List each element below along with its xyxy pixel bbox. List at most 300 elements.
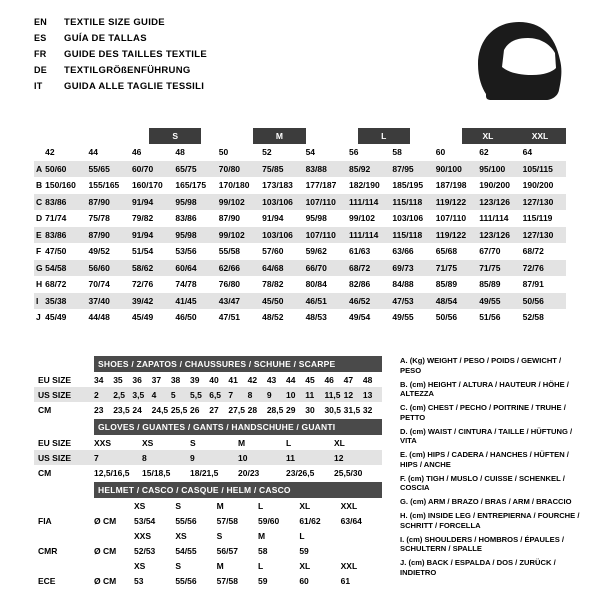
row-label: EU SIZE [38,437,72,448]
cell: 69/73 [392,262,414,273]
table-row [34,210,566,227]
cell: 23,5 [113,404,130,415]
cell: 38 [170,374,181,385]
cell: 61/62 [299,515,321,526]
cell: 165/175 [175,180,207,191]
cell: 91/94 [131,229,154,240]
header-lang: EN [34,17,48,27]
cell: 12,5/16,5 [94,467,130,478]
cell: 99/102 [218,196,245,207]
cell: 91/94 [131,196,154,207]
shoes-title-bar [34,356,382,372]
cell: 55/56 [175,515,197,526]
cell: 87/95 [392,163,414,174]
header-row [34,80,207,93]
cell: 91/94 [262,213,284,224]
cell: 115/118 [392,196,423,207]
cell: 30,5 [324,404,341,415]
cell: 10 [286,389,296,400]
cell: 170/180 [218,180,250,191]
header-row [34,48,207,61]
cell: 27,5 [228,404,245,415]
cell: 46/51 [305,295,327,306]
cell: 45 [305,374,315,385]
cell: 50/56 [435,312,458,323]
cell: 34 [94,374,104,385]
cell: 12 [343,389,354,400]
cell: 56/57 [216,545,238,556]
row-label: US SIZE [38,452,72,463]
header-text: GUIDE DES TAILLES TEXTILE [64,49,207,60]
cell: 185/195 [392,180,424,191]
header: S [216,530,223,541]
gloves-us-row [34,450,382,465]
cell: 75/78 [88,213,110,224]
cell: XS [142,437,154,448]
row-label: CMR [38,545,58,556]
cell: 60/64 [175,262,197,273]
cell: 57/58 [216,515,238,526]
cell: 53/54 [134,515,156,526]
cell: 65/68 [435,246,458,257]
numeric-size-50: 50 [218,147,229,158]
cell: 26 [190,404,200,415]
cell: 105/115 [522,163,553,174]
cell: 40 [209,374,219,385]
table-row [34,227,566,244]
shoes-cm-row [34,402,382,417]
legend-item: C. (cm) CHEST / PECHO / POITRINE / TRUHE / PETTO [400,403,566,422]
cell: 48/54 [435,295,458,306]
cell: 53 [134,575,144,586]
cell: 55/58 [218,246,241,257]
cell: 25,5 [170,404,188,415]
cell: 54/55 [175,545,197,556]
header-lang: FR [34,49,47,59]
cell: 49/55 [479,295,501,306]
cell: 8 [247,389,253,400]
row-letter: C [36,196,43,207]
cell: 57/58 [216,575,238,586]
cell: 10 [238,452,248,463]
cell: 95/100 [479,163,506,174]
cell: 2,5 [113,389,126,400]
cell: 72/76 [522,262,544,273]
header-row [34,64,207,77]
header: M [257,530,266,541]
cell: 79/82 [131,213,154,224]
cell: 45/49 [45,312,67,323]
cell: 52/58 [522,312,544,323]
gloves-title: GLOVES / GUANTES / GANTS / HANDSCHUHE / GUANTI [94,419,382,435]
cell: 46/50 [175,312,197,323]
numeric-size-56: 56 [348,147,359,158]
cell: 48/53 [305,312,327,323]
cell: 49/52 [88,246,110,257]
header-text: GUIDA ALLE TAGLIE TESSILI [64,81,205,92]
cell: 99/102 [348,213,375,224]
cell: 127/130 [522,229,554,240]
cell: 115/119 [522,213,553,224]
cell: 83/88 [305,163,327,174]
header: XXS [134,530,152,541]
numeric-size-46: 46 [131,147,142,158]
cell: 182/190 [348,180,380,191]
shoes-title: SHOES / ZAPATOS / CHAUSSURES / SCHUHE / SCARPE [94,356,382,372]
header-text: TEXTILE SIZE GUIDE [64,17,165,28]
size-band-xxl: XXL [514,128,566,144]
row-letter: E [36,229,42,240]
cell: 47/51 [218,312,241,323]
cell: 119/122 [435,229,467,240]
row-label: US SIZE [38,389,72,400]
cell: 87/90 [88,229,110,240]
cell: 95/98 [305,213,327,224]
cell: 72/76 [131,279,154,290]
cell: 47/53 [392,295,414,306]
legend-item: B. (cm) HEIGHT / ALTURA / HAUTEUR / HÖHE / ALTEZZA [400,379,569,398]
cell: 29 [286,404,296,415]
legend-item: D. (cm) WAIST / CINTURA / TAILLE / HÜFTUNG / VITA [400,426,573,445]
gloves-cm-row [34,465,382,480]
header: S [175,500,181,511]
shoes-eu-row [34,372,382,387]
cell: 25,5/30 [334,467,363,478]
row-label: CM [38,404,52,415]
cell: S [190,437,196,448]
measurement-legend [400,356,580,582]
header: XL [299,560,311,571]
cell: XL [334,437,345,448]
cell: 18/21,5 [190,467,219,478]
cell: 48 [362,374,373,385]
cell: 53/56 [175,246,197,257]
cell: 75/85 [262,163,284,174]
cell: 74/78 [175,279,197,290]
cell: 111/114 [348,229,379,240]
cell: 127/130 [522,196,554,207]
header: XXL [340,500,358,511]
cell: 3,5 [132,389,145,400]
row-letter: F [36,246,42,257]
cell: 59/62 [305,246,327,257]
cell: 41 [228,374,238,385]
size-letter-band [34,128,566,144]
cell: 115/118 [392,229,423,240]
numeric-size-58: 58 [392,147,402,158]
table-row [34,309,566,326]
header: XS [134,500,146,511]
numeric-size-48: 48 [175,147,185,158]
cell: 95/98 [175,196,197,207]
cell: 7 [228,389,234,400]
cell: 50/56 [522,295,544,306]
header: L [257,500,264,511]
cell: 23 [94,404,104,415]
numeric-size-60: 60 [435,147,446,158]
cell: 8 [142,452,147,463]
legend-item: A. (Kg) WEIGHT / PESO / POIDS / GEWICHT / PESO [400,356,562,375]
cell: 111/114 [479,213,509,224]
cell: 51/56 [479,312,501,323]
cell: 9 [266,389,272,400]
cell: 60/70 [131,163,154,174]
row-letter: I [36,295,39,306]
header-text: TEXTILGRÖßENFÜHRUNG [64,65,191,76]
cell: 160/170 [131,180,163,191]
header: M [216,560,224,571]
cell: 44 [286,374,296,385]
size-band-xl: XL [462,128,514,144]
cell: 5 [170,389,176,400]
cell: 51/54 [131,246,154,257]
size-band-l: L [358,128,410,144]
numeric-size-62: 62 [479,147,489,158]
cell: 27 [209,404,219,415]
cell: 43/47 [218,295,241,306]
cell: 11,5 [324,389,341,400]
cell: 37/40 [88,295,110,306]
cell: 24,5 [151,404,169,415]
cell: 65/75 [175,163,197,174]
cell: 23/26,5 [286,467,315,478]
table-row [34,243,566,260]
legend-item: F. (cm) TIGH / MUSLO / CUISSE / SCHENKEL / COSCIA [400,473,565,492]
helmet-title: HELMET / CASCO / CASQUE / HELM / CASCO [94,482,382,498]
cell: XXS [94,437,112,448]
cell: 42 [247,374,258,385]
cell: 59 [299,545,309,556]
size-band-blank [45,128,149,144]
cell: 87/90 [88,196,110,207]
cell: 177/187 [305,180,337,191]
cell: 6,5 [209,389,222,400]
cell: 4 [151,389,157,400]
cell: 76/80 [218,279,241,290]
cell: 44/48 [88,312,110,323]
cell: 150/160 [45,180,76,191]
header: XS [134,560,146,571]
shoes-us-row [34,387,382,402]
cell: 68/72 [522,246,544,257]
cell: 119/122 [435,196,467,207]
helmet-fia-headers [34,498,382,513]
cell: 103/106 [392,213,424,224]
cell: 49/55 [392,312,414,323]
cell: 107/110 [305,196,336,207]
row-letter: A [36,163,43,174]
helmet-cmr-row [34,543,382,558]
cell: 5,5 [190,389,202,400]
row-label: FIA [38,515,52,526]
row-letter: B [36,180,43,191]
table-row [34,293,566,310]
table-row [34,194,566,211]
legend-item: G. (cm) ARM / BRAZO / BRAS / ARM / BRACCIO [400,497,572,506]
cell: 83/86 [45,196,67,207]
header-lang: ES [34,33,47,43]
cell: 155/165 [88,180,120,191]
legend-item: J. (cm) BACK / ESPALDA / DOS / ZURÜCK / INDIETRO [400,558,556,577]
gloves-title-bar [34,419,382,435]
cell: 35/38 [45,295,67,306]
numeric-size-row [34,144,566,161]
cell: 71/75 [479,262,501,273]
cell: 12 [334,452,344,463]
cell: 190/200 [479,180,510,191]
cell: 13 [362,389,373,400]
legend-item: H. (cm) INSIDE LEG / ENTREPIERNA / FOURCHE / SCHRITT / FORCELLA [400,511,580,530]
cell: 68/72 [45,279,67,290]
helmet-ece-headers [34,558,382,573]
cell: 45/50 [262,295,284,306]
cell: 103/106 [262,229,293,240]
cell: 59/60 [257,515,280,526]
numeric-size-44: 44 [88,147,99,158]
cell: 70/80 [218,163,241,174]
cell: 11 [286,452,295,463]
cell: 58 [257,545,268,556]
cell: 35 [113,374,123,385]
cell: 78/82 [262,279,284,290]
header: XXL [340,560,358,571]
cell: 2 [94,389,99,400]
cell: 99/102 [218,229,245,240]
cell: 41/45 [175,295,197,306]
header: XL [299,500,311,511]
helmet-ece-row [34,573,382,588]
numeric-size-54: 54 [305,147,316,158]
table-row [34,276,566,293]
cell: 55/65 [88,163,110,174]
header-text: GUÍA DE TALLAS [64,33,147,44]
cell: 50/60 [45,163,67,174]
cell: 30 [305,404,315,415]
cell: 71/75 [435,262,458,273]
cell: 45/49 [131,312,154,323]
row-unit: Ø CM [94,515,117,526]
cell: 31,5 [343,404,361,415]
row-letter: J [36,312,41,323]
cell: 90/100 [435,163,462,174]
cell: 95/98 [175,229,197,240]
cell: 190/200 [522,180,554,191]
cell: 7 [94,452,99,463]
numeric-size-64: 64 [522,147,533,158]
cell: 63/66 [392,246,414,257]
cell: 28,5 [266,404,284,415]
cell: 173/183 [262,180,293,191]
row-unit: Ø CM [94,575,117,586]
cell: 63/64 [340,515,362,526]
cell: 15/18,5 [142,467,171,478]
cell: 83/86 [45,229,67,240]
cell: 85/89 [479,279,501,290]
cell: 48/52 [262,312,284,323]
cell: 187/198 [435,180,467,191]
numeric-size-52: 52 [262,147,272,158]
legend-item: I. (cm) SHOULDERS / HOMBROS / ÉPAULES / SCHULTERN / SPALLE [400,534,564,553]
helmet-fia-row [34,513,382,528]
row-unit: Ø CM [94,545,117,556]
numeric-size-42: 42 [45,147,55,158]
cell: 67/70 [479,246,501,257]
row-label: EU SIZE [38,374,72,385]
cell: 55/56 [175,575,197,586]
cell: M [238,437,246,448]
cell: 59 [257,575,268,586]
cell: 46/52 [348,295,371,306]
cell: 60 [299,575,309,586]
cell: 47 [343,374,354,385]
cell: 39/42 [131,295,154,306]
cell: 80/84 [305,279,327,290]
row-label: ECE [38,575,56,586]
cell: 68/72 [348,262,371,273]
cell: 111/114 [348,196,379,207]
cell: 82/86 [348,279,371,290]
cell: L [286,437,292,448]
cell: 87/91 [522,279,544,290]
cell: 28 [247,404,258,415]
cell: 43 [266,374,277,385]
cell: 61/63 [348,246,371,257]
legend-item: E. (cm) HIPS / CADERA / HANCHES / HÜFTEN / HIPS / ANCHE [400,450,569,469]
lower-tables [34,356,382,588]
cell: 24 [132,404,142,415]
cell: 61 [340,575,351,586]
header [34,16,207,96]
table-row [34,161,566,178]
cell: 39 [190,374,200,385]
helmet-icon [474,20,564,102]
header-row [34,16,207,29]
cell: 83/86 [175,213,197,224]
cell: 107/110 [305,229,336,240]
cell: 32 [362,404,373,415]
helmet-cmr-headers [34,528,382,543]
header-row [34,32,207,45]
row-label: CM [38,467,52,478]
cell: 70/74 [88,279,110,290]
row-letter: G [36,262,43,273]
table-row [34,177,566,194]
cell: 87/90 [218,213,241,224]
cell: 49/54 [348,312,371,323]
row-letter: H [36,279,43,290]
cell: 85/92 [348,163,371,174]
cell: 37 [151,374,162,385]
helmet-title-bar [34,482,382,498]
cell: 9 [190,452,195,463]
cell: 58/62 [131,262,154,273]
header-lang: IT [34,81,43,91]
cell: 107/110 [435,213,467,224]
cell: 64/68 [262,262,284,273]
cell: 71/74 [45,213,67,224]
table-row [34,260,566,277]
cell: 85/89 [435,279,458,290]
header: L [257,560,264,571]
cell: 84/88 [392,279,414,290]
header: L [299,530,305,541]
cell: 52/53 [134,545,156,556]
gloves-eu-row [34,435,382,450]
cell: 123/126 [479,229,510,240]
size-band-m: M [253,128,305,144]
cell: 36 [132,374,142,385]
cell: 66/70 [305,262,327,273]
